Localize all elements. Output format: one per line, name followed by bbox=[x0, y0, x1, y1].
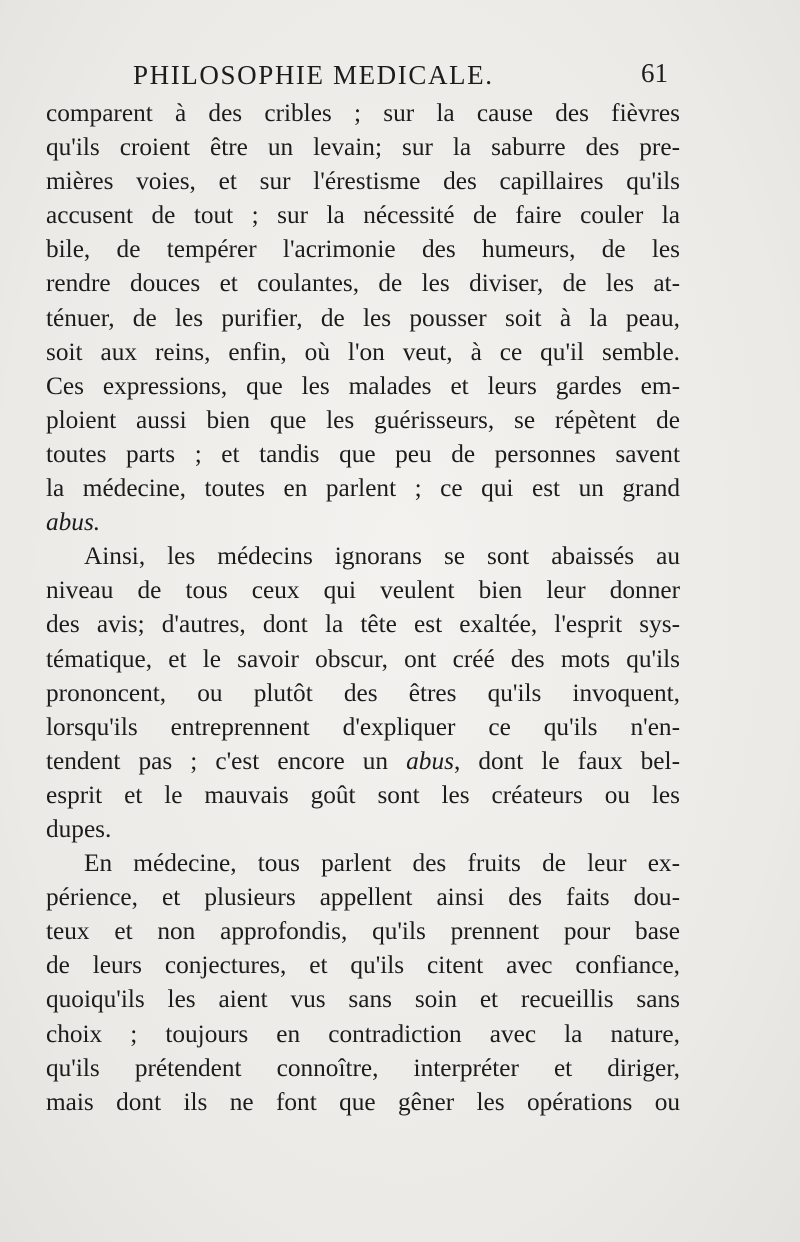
text-line: Ainsi, les médecins ignorans se sont abaissés au bbox=[84, 542, 680, 571]
text-line: esprit et le mauvais goût sont les créateurs ou les bbox=[46, 780, 680, 809]
text-line: prononcent, ou plutôt des êtres qu'ils invoquent, bbox=[46, 678, 680, 707]
paragraph-2 bbox=[46, 539, 680, 846]
text-line: des avis; d'autres, dont la tête est exaltée, l'esprit sys- bbox=[46, 610, 680, 639]
text-line: teux et non approfondis, qu'ils prennent pour base bbox=[46, 917, 680, 946]
text-line: lorsqu'ils entreprennent d'expliquer ce qu'ils n'en- bbox=[46, 712, 680, 741]
text-line: accusent de tout ; sur la nécessité de faire couler la bbox=[46, 201, 680, 230]
text-segment: tendent pas ; c'est encore un bbox=[46, 746, 407, 775]
text-line: ploient aussi bien que les guérisseurs, se répètent de bbox=[46, 405, 680, 434]
paragraph-3 bbox=[46, 846, 680, 1119]
text-line: ténuer, de les purifier, de les pousser soit à la peau, bbox=[46, 303, 680, 332]
text-line bbox=[46, 505, 680, 539]
paragraph-1 bbox=[46, 96, 680, 539]
text-line: toutes parts ; et tandis que peu de personnes savent bbox=[46, 439, 680, 468]
text-line: périence, et plusieurs appellent ainsi des faits dou- bbox=[46, 883, 680, 912]
text-line: la médecine, toutes en parlent ; ce qui est un grand bbox=[46, 474, 680, 503]
page-header bbox=[133, 54, 668, 98]
text-line bbox=[46, 744, 680, 778]
text-line: mais dont ils ne font que gêner les opérations ou bbox=[46, 1087, 680, 1116]
running-title: PHILOSOPHIE MEDICALE. bbox=[133, 60, 494, 90]
italic-word: abus bbox=[406, 746, 454, 775]
page-number: 61 bbox=[641, 58, 668, 88]
text-line: tématique, et le savoir obscur, ont créé des mots qu'ils bbox=[46, 644, 680, 673]
text-line: En médecine, tous parlent des fruits de leur ex- bbox=[84, 849, 680, 878]
body-text bbox=[46, 96, 680, 1119]
text-line: dupes. bbox=[46, 814, 112, 843]
text-line: Ces expressions, que les malades et leurs gardes em- bbox=[46, 371, 680, 400]
text-line: quoiqu'ils les aient vus sans soin et recueillis sans bbox=[46, 985, 680, 1014]
text-segment: , dont le faux bel- bbox=[453, 746, 680, 775]
italic-word: abus. bbox=[46, 508, 101, 537]
text-line: comparent à des cribles ; sur la cause des fièvres bbox=[46, 99, 680, 127]
text-line: soit aux reins, enfin, où l'on veut, à ce qu'il semble. bbox=[46, 337, 680, 366]
text-line: mières voies, et sur l'érestisme des capillaires qu'ils bbox=[46, 167, 680, 196]
text-line: bile, de tempérer l'acrimonie des humeurs, de les bbox=[46, 235, 680, 264]
text-line: qu'ils prétendent connoître, interpréter et diriger, bbox=[46, 1053, 680, 1082]
text-line: choix ; toujours en contradiction avec la nature, bbox=[46, 1019, 680, 1048]
text-line: rendre douces et coulantes, de les diviser, de les at- bbox=[46, 269, 680, 298]
text-line: niveau de tous ceux qui veulent bien leur donner bbox=[46, 576, 680, 605]
text-line: qu'ils croient être un levain; sur la saburre des pre- bbox=[46, 133, 680, 162]
text-line: de leurs conjectures, et qu'ils citent avec confiance, bbox=[46, 951, 680, 980]
